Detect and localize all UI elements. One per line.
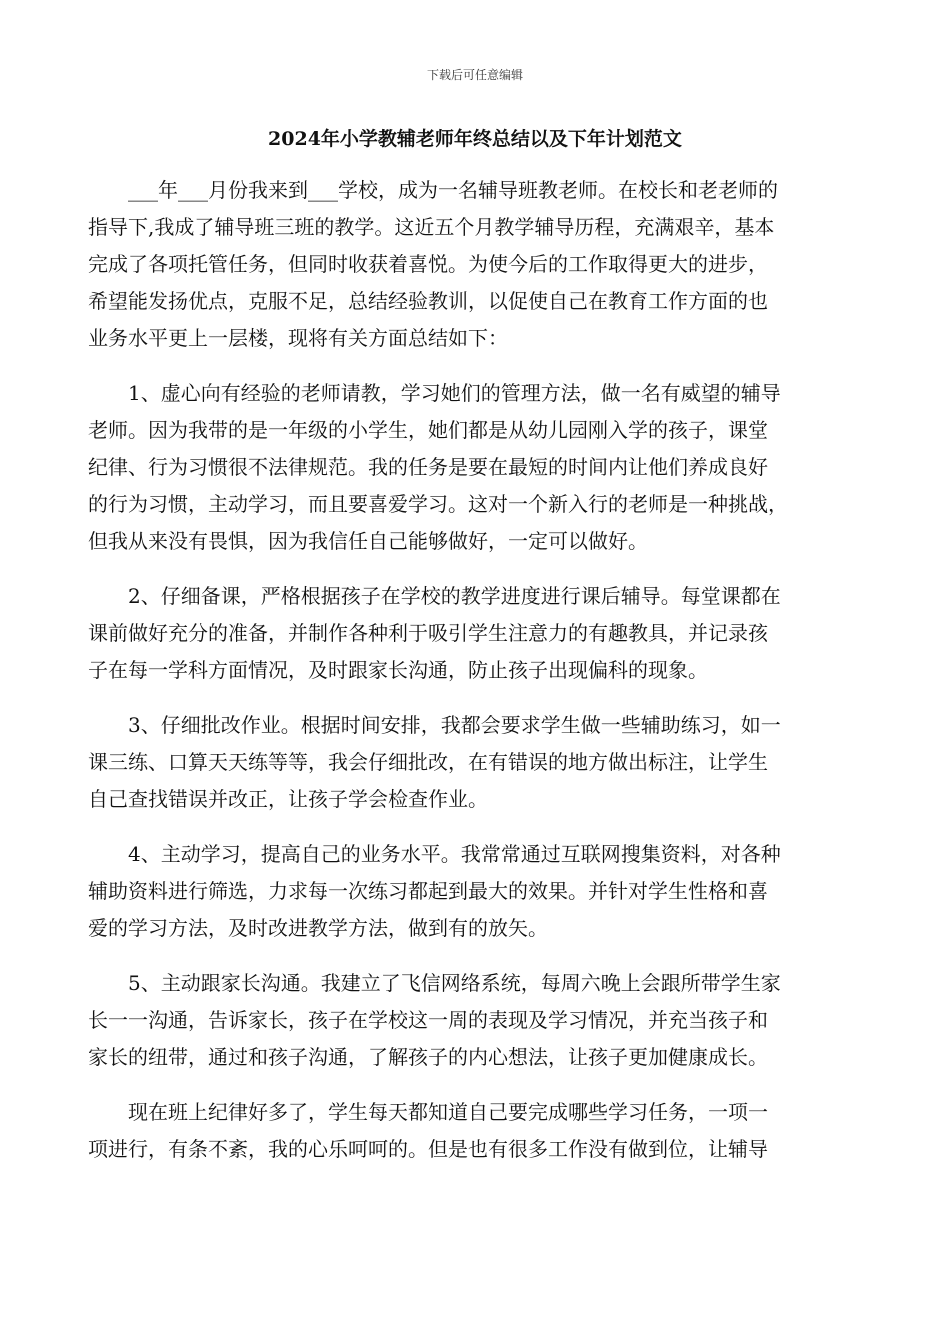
paragraph-line: 完成了各项托管任务，但同时收获着喜悦。为使今后的工作取得更大的进步，	[88, 252, 768, 276]
paragraph-line: 2、仔细备课，严格根据孩子在学校的教学进度进行课后辅导。每堂课都在	[128, 584, 781, 608]
paragraph-line: 现在班上纪律好多了，学生每天都知道自己要完成哪些学习任务，一项一	[128, 1100, 768, 1124]
paragraph-item-3	[88, 707, 863, 818]
paragraph-item-5	[88, 965, 863, 1076]
paragraph-item-1	[88, 375, 863, 560]
paragraph-line: 项进行，有条不紊，我的心乐呵呵的。但是也有很多工作没有做到位，让辅导	[88, 1137, 768, 1161]
header-note: 下载后可任意编辑	[426, 68, 523, 82]
document-title: 2024年小学教辅老师年终总结以及下年计划范文	[268, 128, 682, 150]
paragraph-line: 老师。因为我带的是一年级的小学生，她们都是从幼儿园刚入学的孩子，课堂	[88, 418, 768, 442]
paragraph-line: 4、主动学习，提高自己的业务水平。我常常通过互联网搜集资料，对各种	[128, 842, 781, 866]
paragraph-line: 的行为习惯，主动学习，而且要喜爱学习。这对一个新入行的老师是一种挑战，	[88, 492, 788, 516]
paragraph-line: 纪律、行为习惯很不法律规范。我的任务是要在最短的时间内让他们养成良好	[88, 455, 768, 479]
paragraph-item-4	[88, 836, 863, 947]
paragraph-line: 1、虚心向有经验的老师请教，学习她们的管理方法，做一名有威望的辅导	[128, 381, 781, 405]
paragraph-item-2	[88, 578, 863, 689]
paragraph-conclusion	[88, 1094, 863, 1168]
paragraph-line: 业务水平更上一层楼，现将有关方面总结如下：	[88, 326, 508, 350]
paragraph-line: 长一一沟通，告诉家长，孩子在学校这一周的表现及学习情况，并充当孩子和	[88, 1008, 768, 1032]
paragraph-line: 辅助资料进行筛选，力求每一次练习都起到最大的效果。并针对学生性格和喜	[88, 879, 768, 903]
paragraph-line: 希望能发扬优点，克服不足，总结经验教训，以促使自己在教育工作方面的也	[88, 289, 768, 313]
paragraph-line: 但我从来没有畏惧，因为我信任自己能够做好，一定可以做好。	[88, 529, 648, 553]
paragraph-line: 课前做好充分的准备，并制作各种利于吸引学生注意力的有趣教具，并记录孩	[88, 621, 768, 645]
paragraph-line: 自己查找错误并改正，让孩子学会检查作业。	[88, 787, 488, 811]
paragraph-line: 课三练、口算天天练等等，我会仔细批改，在有错误的地方做出标注，让学生	[88, 750, 768, 774]
paragraph-intro	[88, 172, 863, 357]
paragraph-line: 3、仔细批改作业。根据时间安排，我都会要求学生做一些辅助练习，如一	[128, 713, 781, 737]
paragraph-line: 5、主动跟家长沟通。我建立了飞信网络系统，每周六晚上会跟所带学生家	[128, 971, 781, 995]
paragraph-line: ___年___月份我来到___学校，成为一名辅导班教老师。在校长和老老师的	[128, 178, 778, 202]
paragraph-line: 爱的学习方法，及时改进教学方法，做到有的放矢。	[88, 916, 548, 940]
paragraph-line: 家长的纽带，通过和孩子沟通，了解孩子的内心想法，让孩子更加健康成长。	[88, 1045, 768, 1069]
paragraph-line: 子在每一学科方面情况，及时跟家长沟通，防止孩子出现偏科的现象。	[88, 658, 708, 682]
paragraph-line: 指导下,我成了辅导班三班的教学。这近五个月教学辅导历程，充满艰辛，基本	[88, 215, 775, 239]
document-body	[88, 172, 863, 1186]
